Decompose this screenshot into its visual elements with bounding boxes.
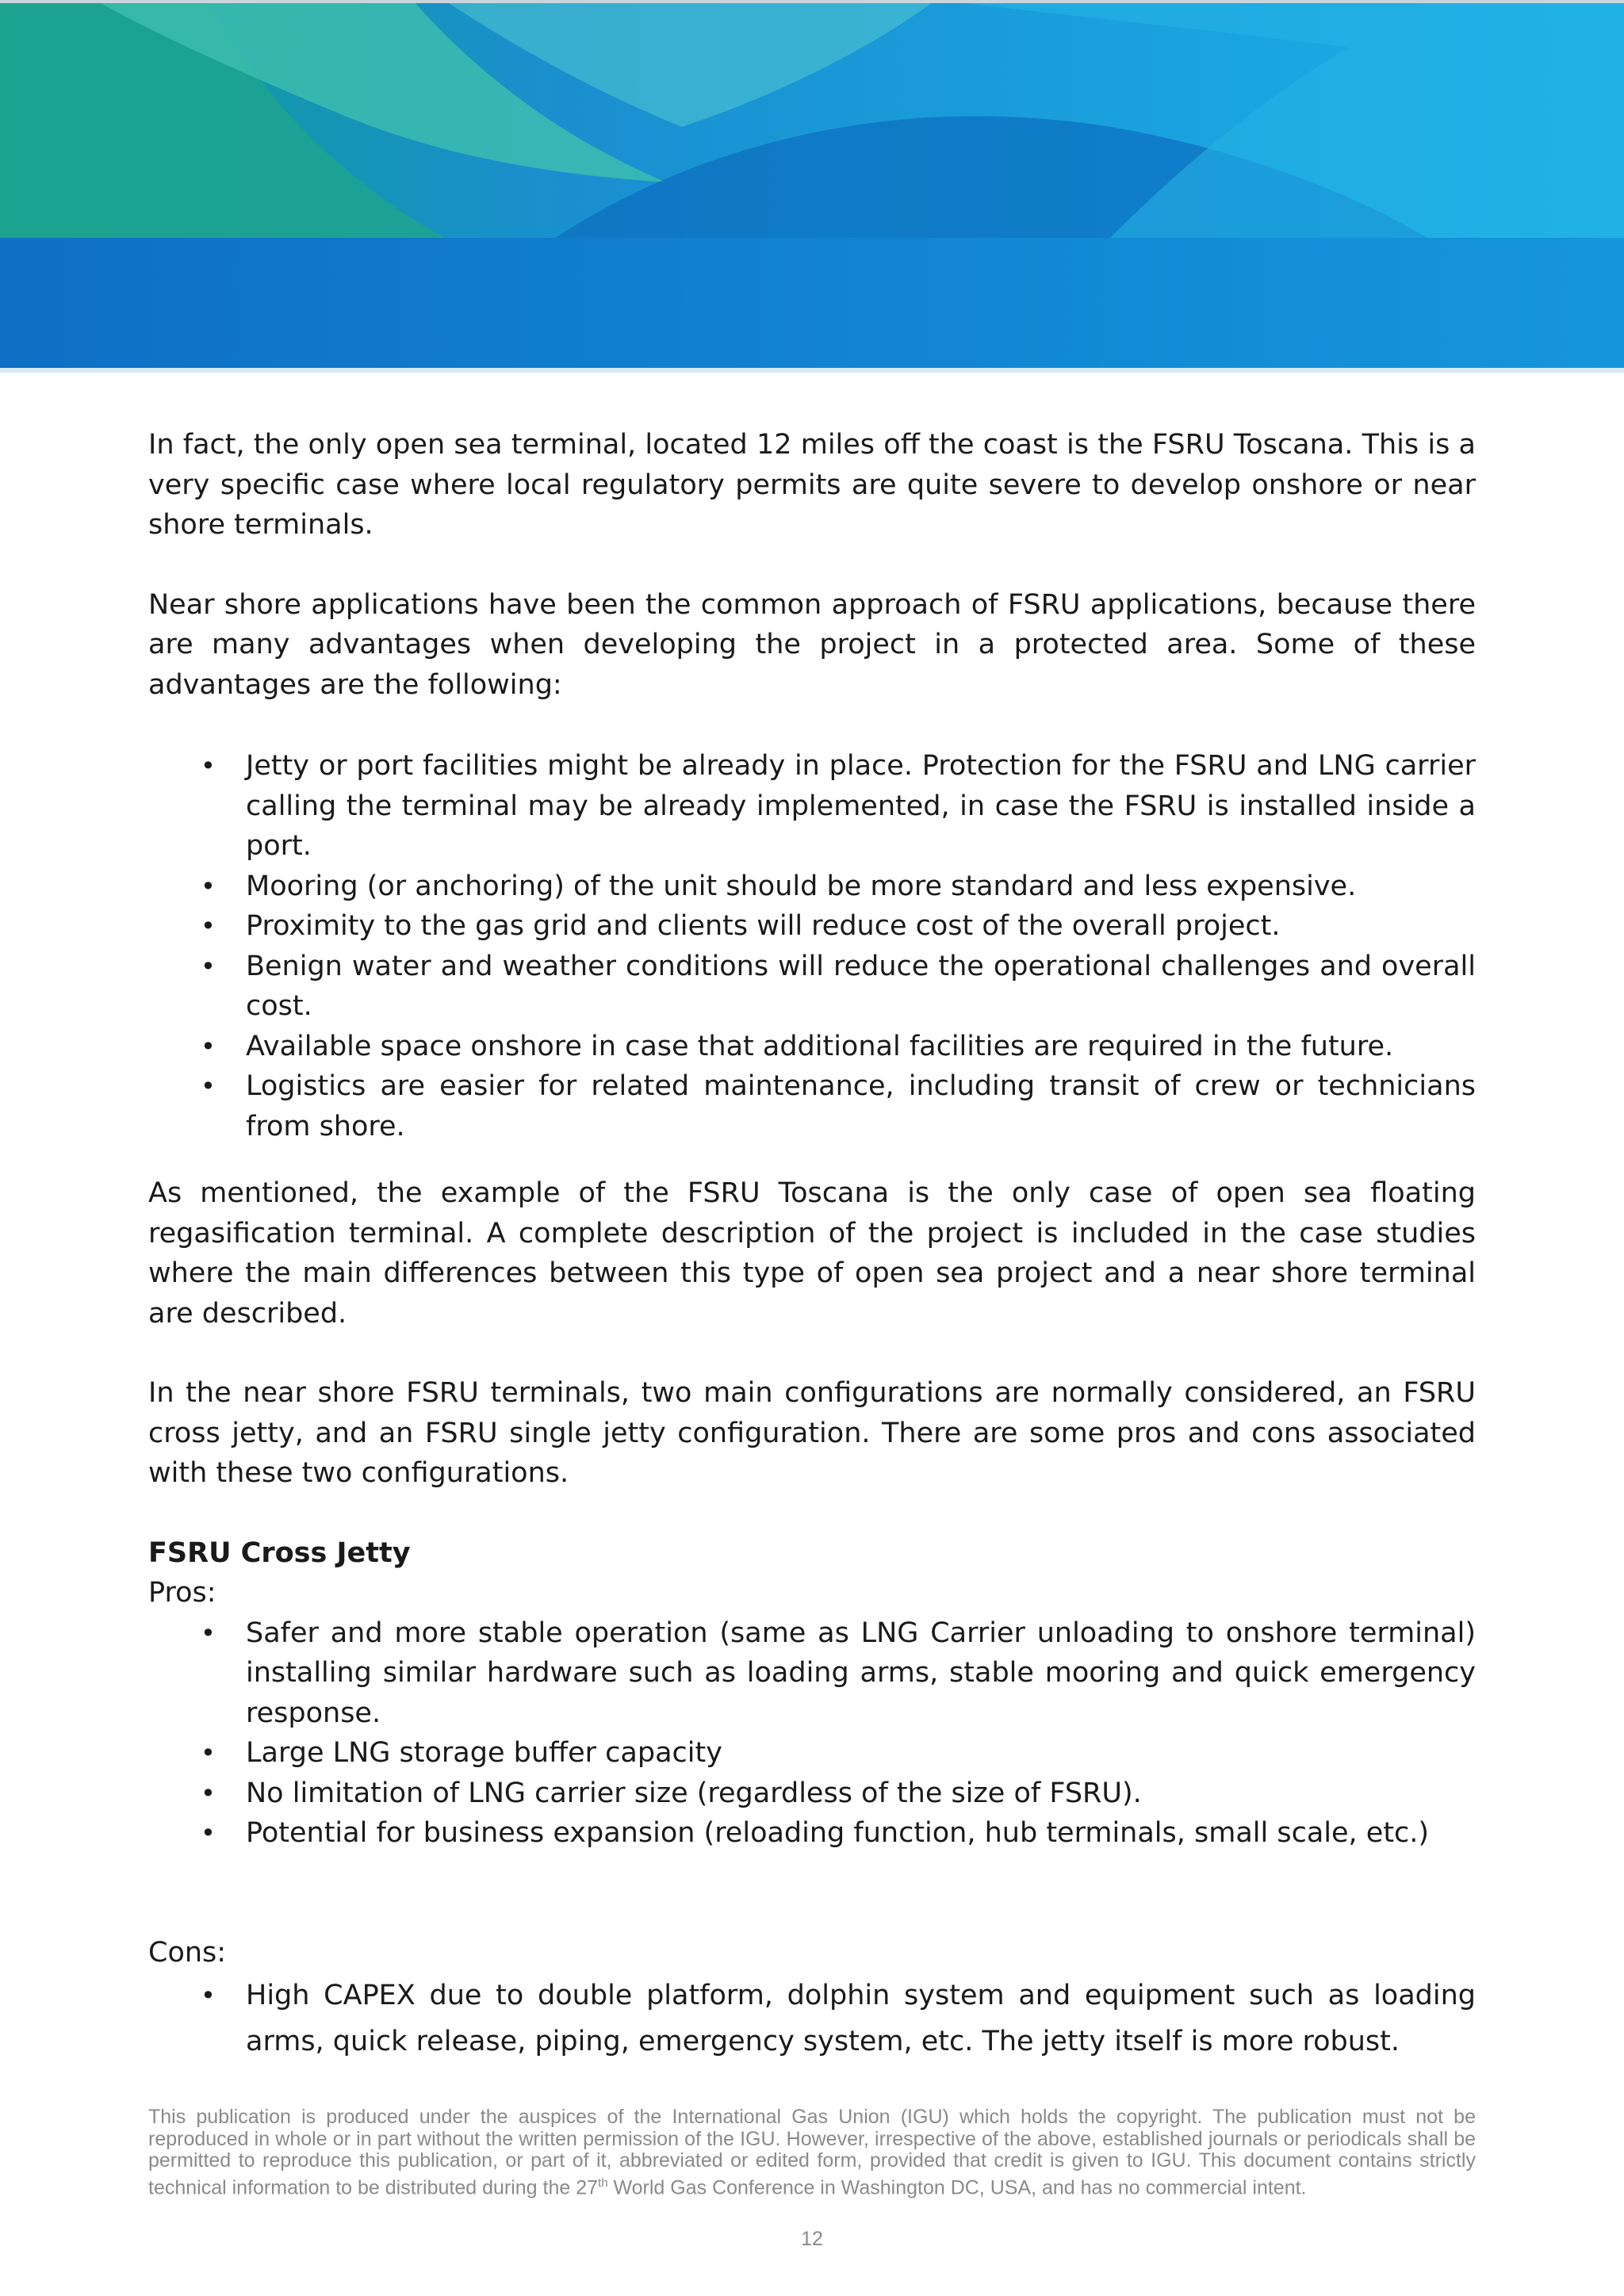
bullet-icon: • — [201, 1818, 216, 1848]
list-item: • Jetty or port facilities might be already in place. Protection for the FSRU and LNG carrier calling the terminal may be already implemented, in case the FSRU is installed inside a port. — [148, 746, 1476, 867]
cons-label: Cons: — [148, 1936, 227, 1969]
page-number: 12 — [801, 2228, 823, 2250]
paragraph-near-shore-applications: Near shore applications have been the common approach of FSRU applications, because there are many advantages when developing the project in a protected area. Some of these advantages are the following: — [148, 588, 1476, 701]
bullet-icon: • — [201, 1071, 216, 1101]
bullet-icon: • — [201, 1738, 216, 1768]
pros-label: Pros: — [148, 1577, 216, 1609]
list-item: • High CAPEX due to double platform, dolphin system and equipment such as loading arms, quick release, piping, emergency system, etc. The jetty itself is more robust. — [148, 1973, 1476, 2064]
list-item: • Logistics are easier for related maintenance, including transit of crew or technicians from shore. — [148, 1066, 1476, 1146]
bullet-icon: • — [201, 911, 216, 941]
list-item: • Safer and more stable operation (same as LNG Carrier unloading to onshore terminal) installing similar hardware such as loading arms, stable mooring and quick emergency response. — [148, 1613, 1476, 1734]
pros-list — [148, 1613, 1476, 1854]
paragraph-fsru-toscana: As mentioned, the example of the FSRU Toscana is the only case of open sea floating regasification terminal. A complete description of the project is included in the case studies where the main differences between this type of open sea project and a near shore terminal are described. — [148, 1177, 1476, 1330]
copyright-notice: This publication is produced under the auspices of the International Gas Union (IGU) which holds the copyright. The publication must not be reproduced in whole or in part without the written permission of the IGU. However, irrespective of the above, established journals or periodicals shall be permitted to reproduce this publication, or part of it, abbreviated or edited form, provided that credit is given to IGU. This document contains strictly technical information to be distributed during the 27th World Gas Conference in Washington DC, USA, and has no commercial intent. — [148, 2106, 1476, 2198]
list-item: • Available space onshore in case that additional facilities are required in the future. — [148, 1027, 1476, 1067]
list-item: • No limitation of LNG carrier size (regardless of the size of FSRU). — [148, 1774, 1476, 1814]
cons-list — [148, 1973, 1476, 2064]
list-item: • Benign water and weather conditions will reduce the operational challenges and overall cost. — [148, 947, 1476, 1027]
bullet-icon: • — [201, 1031, 216, 1062]
list-item: • Potential for business expansion (reloading function, hub terminals, small scale, etc.) — [148, 1813, 1476, 1854]
bullet-icon: • — [201, 1777, 216, 1808]
bullet-icon: • — [201, 951, 216, 982]
bullet-icon: • — [201, 1617, 216, 1648]
bullet-icon: • — [201, 871, 216, 901]
section-heading: FSRU Cross Jetty — [148, 1536, 411, 1569]
header-banner — [0, 0, 1624, 373]
list-item: • Proximity to the gas grid and clients will reduce cost of the overall project. — [148, 906, 1476, 947]
advantages-list — [148, 746, 1476, 1146]
list-item: • Mooring (or anchoring) of the unit should be more standard and less expensive. — [148, 867, 1476, 907]
paragraph-configurations: In the near shore FSRU terminals, two main configurations are normally considered, an FSRU cross jetty, and an FSRU single jetty configuration. There are some pros and cons associated with these two configurations. — [148, 1377, 1476, 1489]
bullet-icon: • — [201, 751, 216, 781]
paragraph-open-sea-terminal: In fact, the only open sea terminal, located 12 miles off the coast is the FSRU Toscana. This is a very specific case where local regulatory permits are quite severe to develop onshore or near shore terminals. — [148, 429, 1476, 541]
list-item: • Large LNG storage buffer capacity — [148, 1733, 1476, 1774]
document-body — [148, 425, 1476, 2064]
bullet-icon: • — [201, 1980, 216, 2011]
header-banner-graphic — [0, 0, 1624, 373]
